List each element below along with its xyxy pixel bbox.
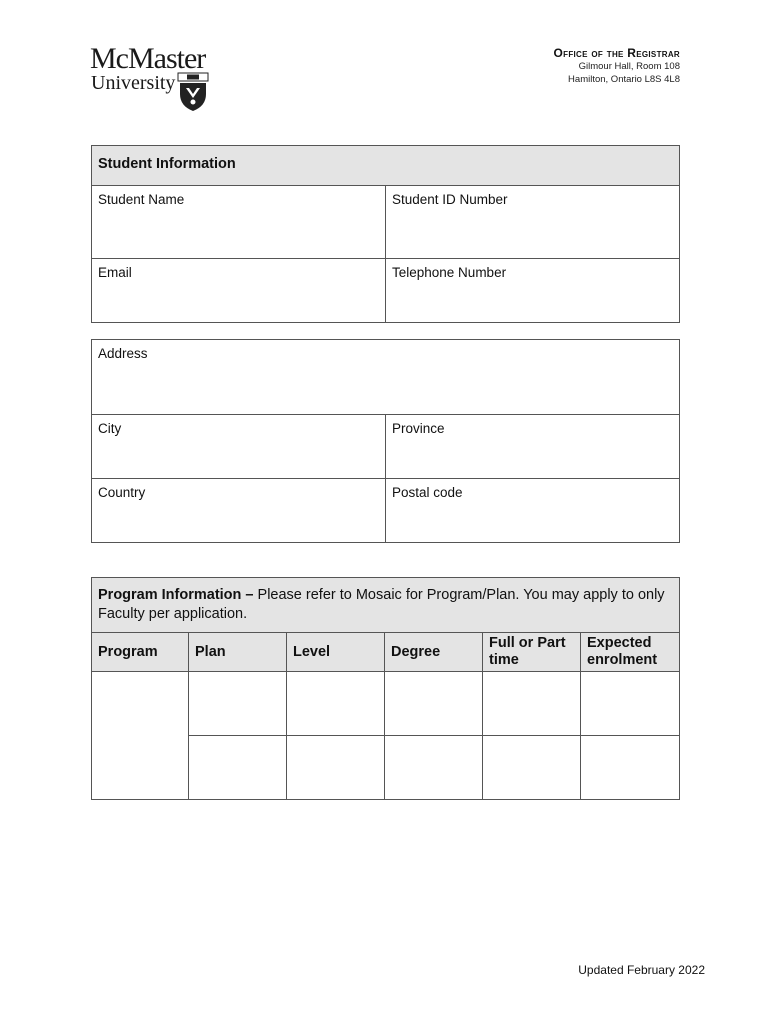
mcmaster-logo (90, 44, 220, 114)
city-label: City (98, 421, 122, 436)
postal-code-field[interactable] (386, 479, 680, 543)
program-information-title-bold: Program Information – (98, 587, 254, 603)
column-level: Level (287, 633, 385, 672)
updated-date: Updated February 2022 (578, 963, 705, 977)
email-field[interactable] (92, 259, 386, 323)
student-id-label: Student ID Number (392, 192, 508, 207)
address-table (91, 339, 680, 543)
logo-wordmark-line1: McMaster (90, 42, 206, 75)
full-or-part-time-cell-1[interactable] (483, 672, 581, 736)
student-name-label: Student Name (98, 192, 185, 207)
student-id-field[interactable] (386, 186, 680, 259)
level-cell-1[interactable] (287, 672, 385, 736)
telephone-label: Telephone Number (392, 265, 507, 280)
level-cell-2[interactable] (287, 736, 385, 800)
office-header (554, 46, 680, 86)
country-label: Country (98, 485, 146, 500)
telephone-field[interactable] (386, 259, 680, 323)
city-field[interactable] (92, 415, 386, 479)
degree-cell-2[interactable] (385, 736, 483, 800)
province-field[interactable] (386, 415, 680, 479)
office-address-line2: Hamilton, Ontario L8S 4L8 (568, 74, 680, 85)
student-name-field[interactable] (92, 186, 386, 259)
program-information-table (91, 577, 680, 800)
column-expected-enrolment: Expected enrolment (581, 633, 680, 672)
university-crest-icon (176, 72, 210, 112)
plan-cell-1[interactable] (189, 672, 287, 736)
country-field[interactable] (92, 479, 386, 543)
program-cell[interactable] (92, 672, 189, 800)
student-information-title: Student Information (92, 146, 680, 186)
expected-enrolment-cell-1[interactable] (581, 672, 680, 736)
student-information-table (91, 145, 680, 323)
full-or-part-time-cell-2[interactable] (483, 736, 581, 800)
logo-wordmark-line2: University (91, 72, 176, 94)
column-full-or-part-time: Full or Part time (483, 633, 581, 672)
expected-enrolment-cell-2[interactable] (581, 736, 680, 800)
column-program: Program (92, 633, 189, 672)
province-label: Province (392, 421, 445, 436)
postal-code-label: Postal code (392, 485, 463, 500)
column-degree: Degree (385, 633, 483, 672)
plan-cell-2[interactable] (189, 736, 287, 800)
program-information-title (92, 578, 680, 633)
address-field[interactable] (92, 340, 680, 415)
address-label: Address (98, 346, 148, 361)
degree-cell-1[interactable] (385, 672, 483, 736)
program-information-instructions: Please refer to Mosaic for Program/Plan. You may apply to only Faculty per application. (98, 587, 665, 622)
column-plan: Plan (189, 633, 287, 672)
email-label: Email (98, 265, 132, 280)
office-address-line1: Gilmour Hall, Room 108 (578, 61, 680, 72)
office-title: Office of the Registrar (553, 46, 680, 60)
